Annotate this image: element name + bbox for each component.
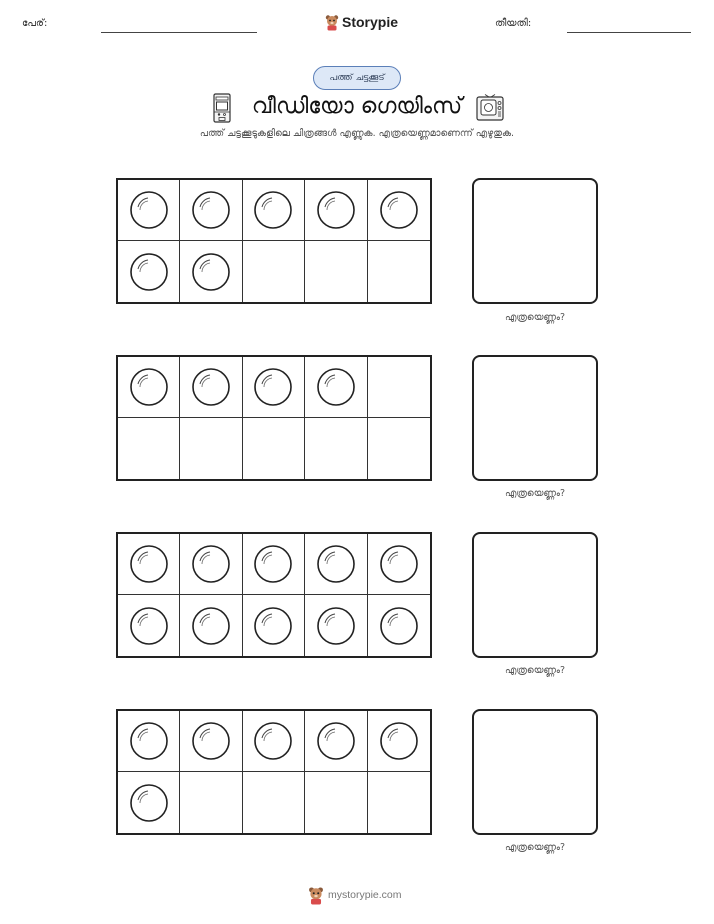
ten-frame-cell [243, 534, 305, 595]
brand-logo [325, 12, 398, 32]
ten-frame-cell [368, 180, 430, 241]
ten-frame-cell [243, 241, 305, 302]
ten-frame-cell [180, 418, 242, 479]
circle-counter-icon [379, 190, 419, 230]
circle-counter-icon [191, 252, 231, 292]
storypie-mascot-icon [325, 14, 339, 31]
ten-frame-cell [180, 772, 242, 833]
circle-counter-icon [129, 606, 169, 646]
answer-box-3[interactable] [472, 532, 598, 658]
date-label: തീയതി: [495, 18, 532, 29]
ten-frame-cell [368, 772, 430, 833]
ten-frame-cell [368, 534, 430, 595]
circle-counter-icon [253, 367, 293, 407]
footer [308, 885, 402, 905]
instructions-text: പത്ത് ചട്ടക്കൂടുകളിലെ ചിത്രങ്ങൾ എണ്ണുക. എത്രയെണ്ണമാണെന്ന് എഴുതുക. [199, 128, 515, 139]
ten-frame-cell [243, 711, 305, 772]
ten-frame-cell [305, 180, 367, 241]
topic-badge: പത്ത് ചട്ടക്കൂട് [313, 66, 401, 90]
arcade-cabinet-icon [211, 93, 233, 123]
circle-counter-icon [191, 544, 231, 584]
circle-counter-icon [129, 783, 169, 823]
ten-frame-2 [116, 355, 432, 481]
ten-frame-cell [243, 418, 305, 479]
circle-counter-icon [379, 721, 419, 761]
title-row [0, 90, 714, 124]
circle-counter-icon [316, 544, 356, 584]
circle-counter-icon [129, 544, 169, 584]
ten-frame-cell [305, 711, 367, 772]
circle-counter-icon [129, 721, 169, 761]
circle-counter-icon [253, 606, 293, 646]
circle-counter-icon [191, 721, 231, 761]
answer-label-3: എത്രയെണ്ണം? [504, 665, 566, 676]
ten-frame-cell [118, 534, 180, 595]
storypie-mascot-icon [308, 886, 324, 905]
ten-frame-cell [118, 357, 180, 418]
circle-counter-icon [316, 190, 356, 230]
ten-frame-cell [305, 418, 367, 479]
circle-counter-icon [316, 606, 356, 646]
ten-frame-cell [180, 595, 242, 656]
ten-frame-cell [118, 595, 180, 656]
ten-frame-cell [180, 241, 242, 302]
ten-frame-4 [116, 709, 432, 835]
ten-frame-cell [180, 534, 242, 595]
ten-frame-1 [116, 178, 432, 304]
circle-counter-icon [253, 190, 293, 230]
ten-frame-cell [243, 595, 305, 656]
ten-frame-cell [368, 241, 430, 302]
answer-box-1[interactable] [472, 178, 598, 304]
answer-label-2: എത്രയെണ്ണം? [504, 488, 566, 499]
ten-frame-cell [180, 357, 242, 418]
circle-counter-icon [379, 606, 419, 646]
answer-label-1: എത്രയെണ്ണം? [504, 312, 566, 323]
circle-counter-icon [129, 252, 169, 292]
ten-frame-cell [118, 241, 180, 302]
answer-box-2[interactable] [472, 355, 598, 481]
brand-name: Storypie [342, 14, 399, 30]
ten-frame-cell [368, 357, 430, 418]
ten-frame-cell [118, 772, 180, 833]
worksheet-title: വീഡിയോ ഗെയിംസ് [251, 94, 463, 119]
name-line[interactable] [101, 32, 257, 33]
circle-counter-icon [253, 544, 293, 584]
ten-frame-cell [118, 180, 180, 241]
ten-frame-cell [180, 711, 242, 772]
circle-counter-icon [191, 190, 231, 230]
circle-counter-icon [253, 721, 293, 761]
circle-counter-icon [191, 367, 231, 407]
name-label: പേര്: [22, 18, 48, 29]
ten-frame-cell [305, 357, 367, 418]
circle-counter-icon [191, 606, 231, 646]
answer-label-4: എത്രയെണ്ണം? [504, 842, 566, 853]
date-line[interactable] [567, 32, 691, 33]
ten-frame-cell [180, 180, 242, 241]
circle-counter-icon [379, 544, 419, 584]
ten-frame-cell [305, 595, 367, 656]
ten-frame-cell [305, 772, 367, 833]
footer-url[interactable]: mystorypie.com [328, 889, 402, 901]
circle-counter-icon [129, 190, 169, 230]
ten-frame-cell [243, 180, 305, 241]
ten-frame-cell [118, 418, 180, 479]
ten-frame-cell [118, 711, 180, 772]
ten-frame-cell [243, 772, 305, 833]
ten-frame-cell [368, 711, 430, 772]
ten-frame-cell [243, 357, 305, 418]
ten-frame-3 [116, 532, 432, 658]
ten-frame-cell [305, 534, 367, 595]
ten-frame-cell [368, 418, 430, 479]
circle-counter-icon [316, 367, 356, 407]
circle-counter-icon [129, 367, 169, 407]
ten-frame-cell [368, 595, 430, 656]
ten-frame-cell [305, 241, 367, 302]
retro-tv-icon [475, 94, 505, 122]
answer-box-4[interactable] [472, 709, 598, 835]
circle-counter-icon [316, 721, 356, 761]
